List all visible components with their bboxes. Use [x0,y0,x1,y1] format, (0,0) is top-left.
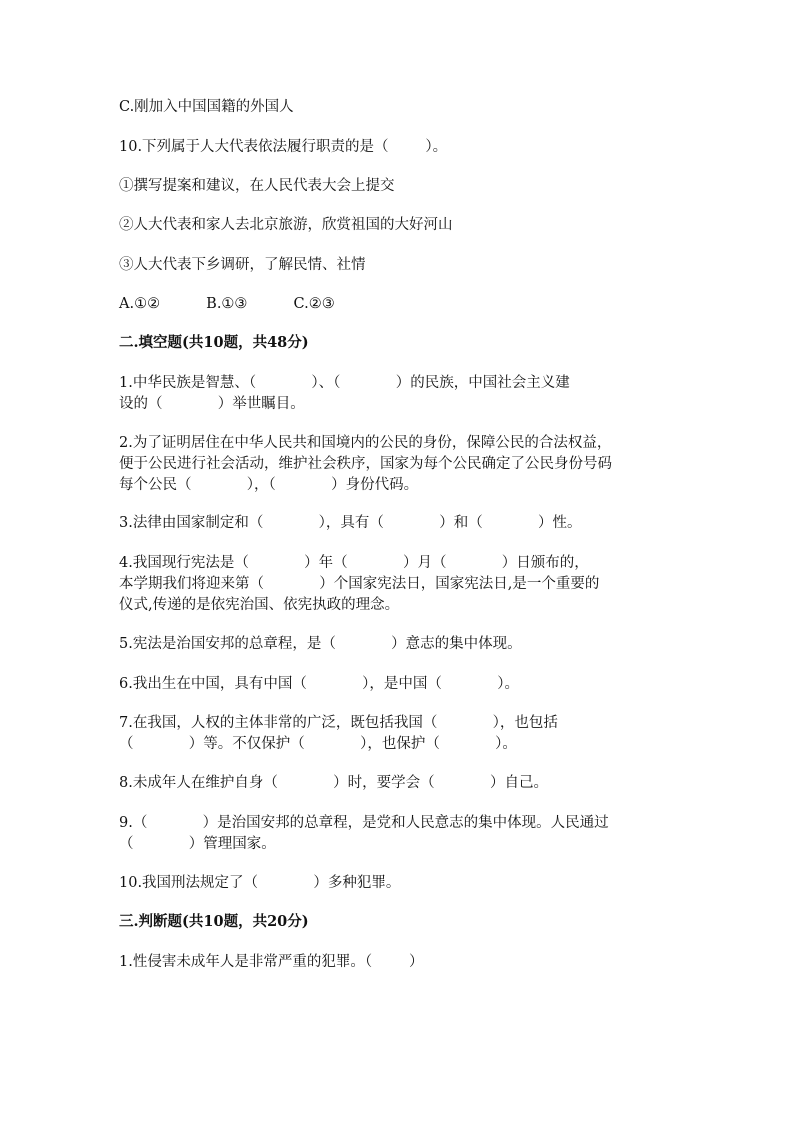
fill-q3: 3.法律由国家制定和（ ），具有（ ）和（ ）性。 [119,515,582,531]
fill-q1-line-1: 1.中华民族是智慧、（ ）、（ ）的民族，中国社会主义建 [119,375,570,391]
fill-q7-line-2: （ ）等。不仅保护（ ），也保护（ ）。 [119,736,517,752]
fill-q6: 6.我出生在中国，具有中国（ ），是中国（ ）。 [119,676,519,692]
section-true-false-heading: 三.判断题(共10题，共20分) [119,913,309,930]
fill-q7-line-1: 7.在我国，人权的主体非常的广泛，既包括我国（ ），也包括 [119,715,558,731]
q10-item-3: ③人大代表下乡调研，了解民情、社情 [119,257,366,273]
fill-q9-line-2: （ ）管理国家。 [119,836,276,852]
fill-q5: 5.宪法是治国安邦的总章程，是（ ）意志的集中体现。 [119,636,522,652]
q10-item-2: ②人大代表和家人去北京旅游，欣赏祖国的大好河山 [119,217,453,233]
section-fill-blank-heading: 二.填空题(共10题，共48分) [119,334,309,351]
fill-q10: 10.我国刑法规定了（ ）多种犯罪。 [119,875,401,891]
fill-q4-line-2: 本学期我们将迎来第（ ）个国家宪法日，国家宪法日,是一个重要的 [119,576,600,592]
fill-q4-line-1: 4.我国现行宪法是（ ）年（ ）月（ ）日颁布的， [119,555,589,571]
fill-q2-line-1: 2.为了证明居住在中华人民共和国境内的公民的身份，保障公民的合法权益， [119,435,612,451]
fill-q8: 8.未成年人在维护自身（ ）时，要学会（ ）自己。 [119,775,548,791]
fill-q1-line-2: 设的（ ）举世瞩目。 [119,396,305,412]
fill-q2-line-2: 便于公民进行社会活动，维护社会秩序，国家为每个公民确定了公民身份号码 [119,456,612,472]
fill-q9-line-1: 9.（ ）是治国安邦的总章程，是党和人民意志的集中体现。人民通过 [119,815,609,831]
q10-item-1: ①撰写提案和建议，在人民代表大会上提交 [119,178,395,194]
fill-q4-line-3: 仪式,传递的是依宪治国、依宪执政的理念。 [119,597,400,613]
fill-q2-line-3: 每个公民（ ），（ ）身份代码。 [119,477,419,493]
q10-options: A.①② B.①③ C.②③ [119,296,335,312]
q9-option-c: C.刚加入中国国籍的外国人 [119,99,294,115]
tf-q1: 1.性侵害未成年人是非常严重的犯罪。（ ） [119,954,424,970]
q10-stem: 10.下列属于人大代表依法履行职责的是（ ）。 [119,139,448,155]
